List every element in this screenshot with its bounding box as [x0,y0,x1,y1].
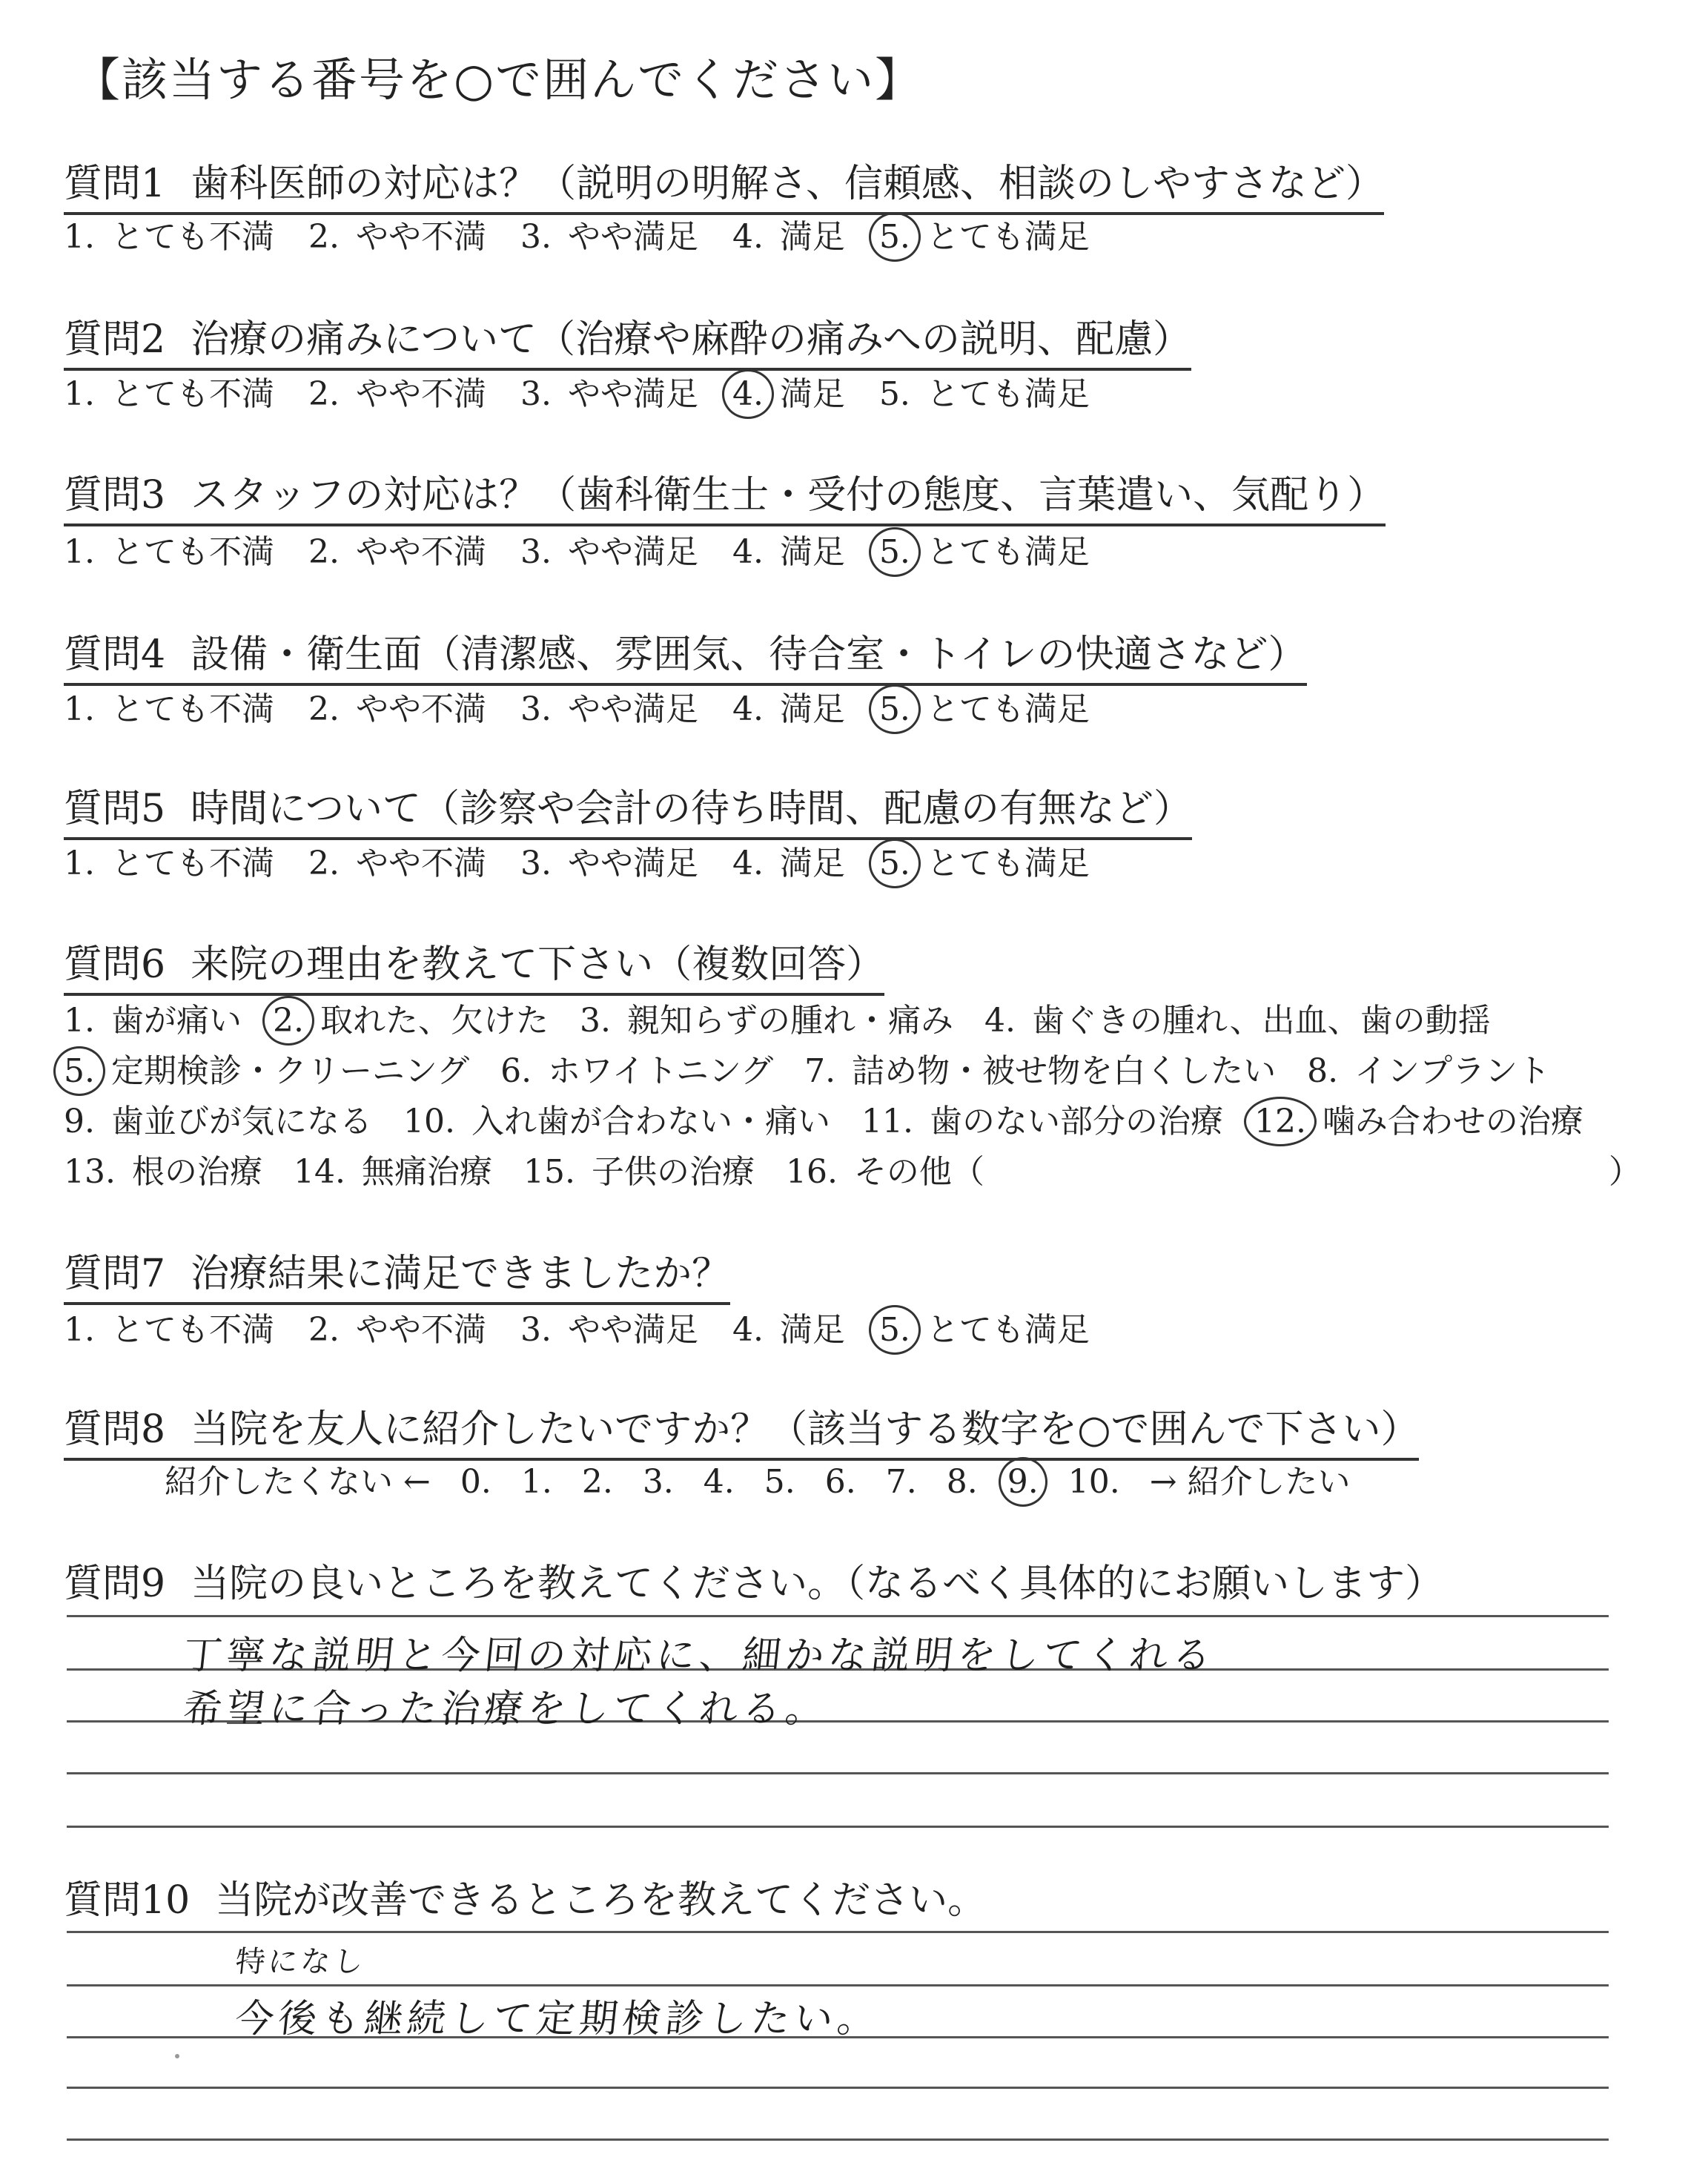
answer-line [67,2087,1609,2089]
option-number: 14. [293,1153,345,1191]
option-label: 歯が痛い [110,1002,242,1040]
question-number: 質問3 [64,473,166,518]
recommend-value[interactable]: 0. [460,1463,491,1501]
option[interactable] [294,1145,492,1192]
option-number: 2. [308,690,340,728]
reason-options-row-4 [64,1145,1016,1192]
option-number: 6. [500,1052,532,1090]
reason-options-row-1 [64,994,1522,1041]
option[interactable] [64,1303,274,1350]
option-label: 満足 [779,375,845,413]
option[interactable] [64,525,274,572]
option-number: 3. [520,845,552,882]
question-text: 歯科医師の対応は？（説明の明解さ、信頼感、相談のしやすさなど） [191,162,1385,206]
option-number: 4. [732,218,764,256]
option[interactable] [308,1303,486,1350]
handwritten-answer-line-2: 希望に合った治療をしてくれる。 [181,1687,831,1731]
option-label: ホワイトニング [548,1052,774,1090]
question-number: 質問10 [64,1878,191,1923]
option-label: 満足 [779,1311,845,1349]
option[interactable] [520,525,698,572]
option[interactable] [732,836,845,884]
option-label: やや不満 [355,1311,486,1349]
question-text: 時間について（診察や会計の待ち時間、配慮の有無など） [191,787,1193,831]
recommend-scale [165,1455,1380,1502]
option[interactable] [520,210,698,257]
option[interactable] [64,836,274,884]
recommend-value[interactable]: 10. [1068,1463,1120,1501]
option-label: とても満足 [926,218,1090,256]
question-number: 質問1 [64,162,166,206]
reason-options-row-3 [64,1094,1615,1142]
option[interactable] [520,836,698,884]
option-number: 7. [804,1052,836,1090]
option[interactable] [308,682,486,730]
option[interactable] [732,367,845,415]
recommend-value[interactable]: 7. [885,1463,917,1501]
question-5-options [64,836,1124,884]
question-7-options [64,1303,1124,1350]
option-label: 親知らずの腫れ・痛み [626,1002,953,1040]
option[interactable] [273,994,549,1041]
question-5-title [64,777,1192,840]
option[interactable] [308,210,486,257]
option-label: とても不満 [110,218,274,256]
option[interactable] [879,1303,1090,1350]
question-10-title [64,1869,986,1924]
question-2-options [64,367,1124,415]
option-number: 4. [732,533,764,571]
option[interactable] [879,210,1090,257]
option-label: とても不満 [110,1311,274,1349]
recommend-value[interactable]: 5. [764,1463,795,1501]
recommend-values [460,1463,1150,1501]
option-label: 定期検診・クリーニング [110,1052,470,1090]
option-number: 1. [64,1002,95,1040]
option[interactable] [804,1044,1276,1091]
option[interactable] [786,1145,984,1192]
option[interactable] [308,525,486,572]
option-label: やや不満 [355,218,486,256]
question-text: 当院を友人に紹介したいですか？（該当する数字を○で囲んで下さい） [191,1407,1420,1452]
option-label: インプラント [1354,1052,1551,1090]
question-8-title [64,1398,1419,1461]
option[interactable] [520,1303,698,1350]
option-number: 2. [308,533,340,571]
recommend-value[interactable]: 3. [642,1463,674,1501]
option-number: 4. [732,690,764,728]
option[interactable] [403,1094,830,1142]
option-number: 1. [64,218,95,256]
option-label: その他（ [853,1153,984,1191]
question-text: 来院の理由を教えて下さい（複数回答） [191,942,885,987]
option-label: やや満足 [567,375,698,413]
option-number: 2. [308,845,340,882]
option-number: 3. [520,1311,552,1349]
option-number: 2. [308,375,340,413]
option-number: 1. [64,845,95,882]
option-label: やや満足 [567,1311,698,1349]
answer-line [67,1984,1609,1986]
option[interactable] [64,367,274,415]
question-3-options [64,525,1124,572]
option-label: 取れた、欠けた [320,1002,549,1040]
option-number: 15. [523,1153,575,1191]
option-label: とても不満 [110,845,274,882]
question-number: 質問9 [64,1562,166,1606]
option-number: 9. [64,1103,95,1140]
option[interactable] [732,1303,845,1350]
circled-recommend-value[interactable]: 9. [1007,1463,1039,1501]
scan-speck [175,2054,179,2058]
circled-option-number: 5. [878,1311,910,1349]
question-7-title [64,1242,730,1305]
option-label: 子供の治療 [591,1153,755,1191]
option-label: とても満足 [926,533,1090,571]
option[interactable] [308,367,486,415]
option-number: 4. [984,1002,1016,1040]
recommend-value[interactable]: 2. [581,1463,613,1501]
question-4-options [64,682,1124,730]
option[interactable] [64,210,274,257]
question-number: 質問6 [64,942,166,987]
option-label: やや満足 [567,690,698,728]
option-label: 噛み合わせの治療 [1322,1103,1583,1140]
question-1-title [64,152,1384,215]
option-number: 1. [64,375,95,413]
question-6-title [64,933,884,996]
option-number: 2. [308,218,340,256]
option[interactable] [64,994,242,1041]
option-label: 満足 [779,218,845,256]
circled-option-number: 5. [878,845,910,882]
option-number: 4. [732,1311,764,1349]
answer-line [67,1826,1609,1828]
circled-option-number: 12. [1254,1103,1306,1140]
question-4-title [64,623,1307,686]
option[interactable] [879,367,1090,415]
option[interactable] [520,682,698,730]
question-text: 当院が改善できるところを教えてください。 [215,1878,987,1923]
circled-option-number: 5. [878,218,910,256]
option-label: やや不満 [355,533,486,571]
question-1-options [64,210,1124,257]
option[interactable] [732,525,845,572]
circled-option-number: 4. [732,375,764,413]
option-label: やや満足 [567,533,698,571]
question-text: 治療の痛みについて（治療や麻酔の痛みへの説明、配慮） [191,317,1192,362]
option-number: 3. [520,375,552,413]
option-number: 1. [64,533,95,571]
option-label: 詰め物・被せ物を白くしたい [852,1052,1277,1090]
other-close-paren: ） [1609,1153,1641,1191]
option[interactable] [580,994,953,1041]
option-label: とても満足 [926,1311,1090,1349]
option-label: やや不満 [355,845,486,882]
recommend-value[interactable]: 8. [946,1463,978,1501]
option[interactable] [861,1094,1223,1142]
option-label: 満足 [779,533,845,571]
option[interactable] [732,682,845,730]
option-label: やや不満 [355,690,486,728]
option-label: 入れ歯が合わない・痛い [471,1103,830,1140]
reason-options-row-2 [64,1044,1581,1091]
option[interactable] [520,367,698,415]
circled-option-number: 5. [878,690,910,728]
question-number: 質問4 [64,633,166,677]
option-number: 13. [64,1153,116,1191]
question-number: 質問8 [64,1407,166,1452]
option[interactable] [500,1044,773,1091]
question-3-title [64,463,1386,526]
option-label: とても不満 [110,375,274,413]
option-label: 無痛治療 [361,1153,492,1191]
handwritten-answer-line-2: 今後も継続して定期検診したい。 [233,1997,883,2041]
option-label: とても不満 [110,690,274,728]
circled-option-number: 5. [878,533,910,571]
option-label: やや満足 [567,845,698,882]
option[interactable] [64,1044,469,1091]
option[interactable] [64,682,274,730]
option-label: 歯ぐきの腫れ、出血、歯の動揺 [1031,1002,1491,1040]
recommend-right-label: → 紹介したい [1149,1463,1351,1501]
option-number: 3. [579,1002,611,1040]
option-number: 10. [403,1103,455,1140]
option-number: 4. [732,845,764,882]
option-number: 5. [878,375,910,413]
question-text: スタッフの対応は？（歯科衛生士・受付の態度、言葉遣い、気配り） [191,473,1386,518]
question-9-title [64,1552,1443,1608]
page-title: 【該当する番号を○で囲んでください】 [74,53,923,107]
option[interactable] [879,525,1090,572]
option-number: 3. [520,218,552,256]
handwritten-answer-line-1: 丁寧な説明と今回の対応に、細かな説明をしてくれる [181,1634,1218,1678]
question-text: 当院の良いところを教えてください。（なるべく具体的にお願いします） [191,1562,1444,1606]
question-number: 質問2 [64,317,166,362]
option-number: 16. [785,1153,838,1191]
circled-option-number: 2. [272,1002,304,1040]
recommend-value[interactable]: 1. [520,1463,552,1501]
option[interactable] [64,1145,262,1192]
option-label: 歯並びが気になる [110,1103,372,1140]
option-label: とても満足 [926,690,1090,728]
question-2-title [64,308,1191,371]
option-number: 1. [64,1311,95,1349]
option-number: 8. [1307,1052,1339,1090]
option-label: とても満足 [926,375,1090,413]
option[interactable] [879,682,1090,730]
option-number: 3. [520,690,552,728]
option[interactable] [1254,1094,1583,1142]
recommend-left-label: 紹介したくない ← [165,1463,431,1501]
answer-line [67,1931,1609,1933]
option[interactable] [1307,1044,1550,1091]
option-number: 11. [861,1103,913,1140]
answer-line [67,1772,1609,1774]
question-text: 治療結果に満足できましたか？ [191,1252,731,1296]
option-label: とても不満 [110,533,274,571]
option-label: 根の治療 [131,1153,262,1191]
option-label: やや満足 [567,218,698,256]
option-label: とても満足 [926,845,1090,882]
question-text: 設備・衛生面（清潔感、雰囲気、待合室・トイレの快適さなど） [191,633,1307,677]
option[interactable] [732,210,845,257]
circled-option-number: 5. [64,1052,95,1090]
option[interactable] [523,1145,755,1192]
answer-line [67,2138,1609,2141]
option[interactable] [308,836,486,884]
option-number: 1. [64,690,95,728]
option-number: 2. [308,1311,340,1349]
recommend-value[interactable]: 6. [824,1463,856,1501]
question-number: 質問5 [64,787,166,831]
option-label: 歯のない部分の治療 [929,1103,1223,1140]
option-label: 満足 [779,690,845,728]
option[interactable] [984,994,1491,1041]
option[interactable] [64,1094,372,1142]
question-number: 質問7 [64,1252,166,1296]
option-label: 満足 [779,845,845,882]
option[interactable] [879,836,1090,884]
recommend-value[interactable]: 4. [703,1463,735,1501]
option-label: やや不満 [355,375,486,413]
handwritten-answer-line-1: 特になし [234,1945,368,1979]
option-number: 3. [520,533,552,571]
answer-line [67,1615,1609,1617]
